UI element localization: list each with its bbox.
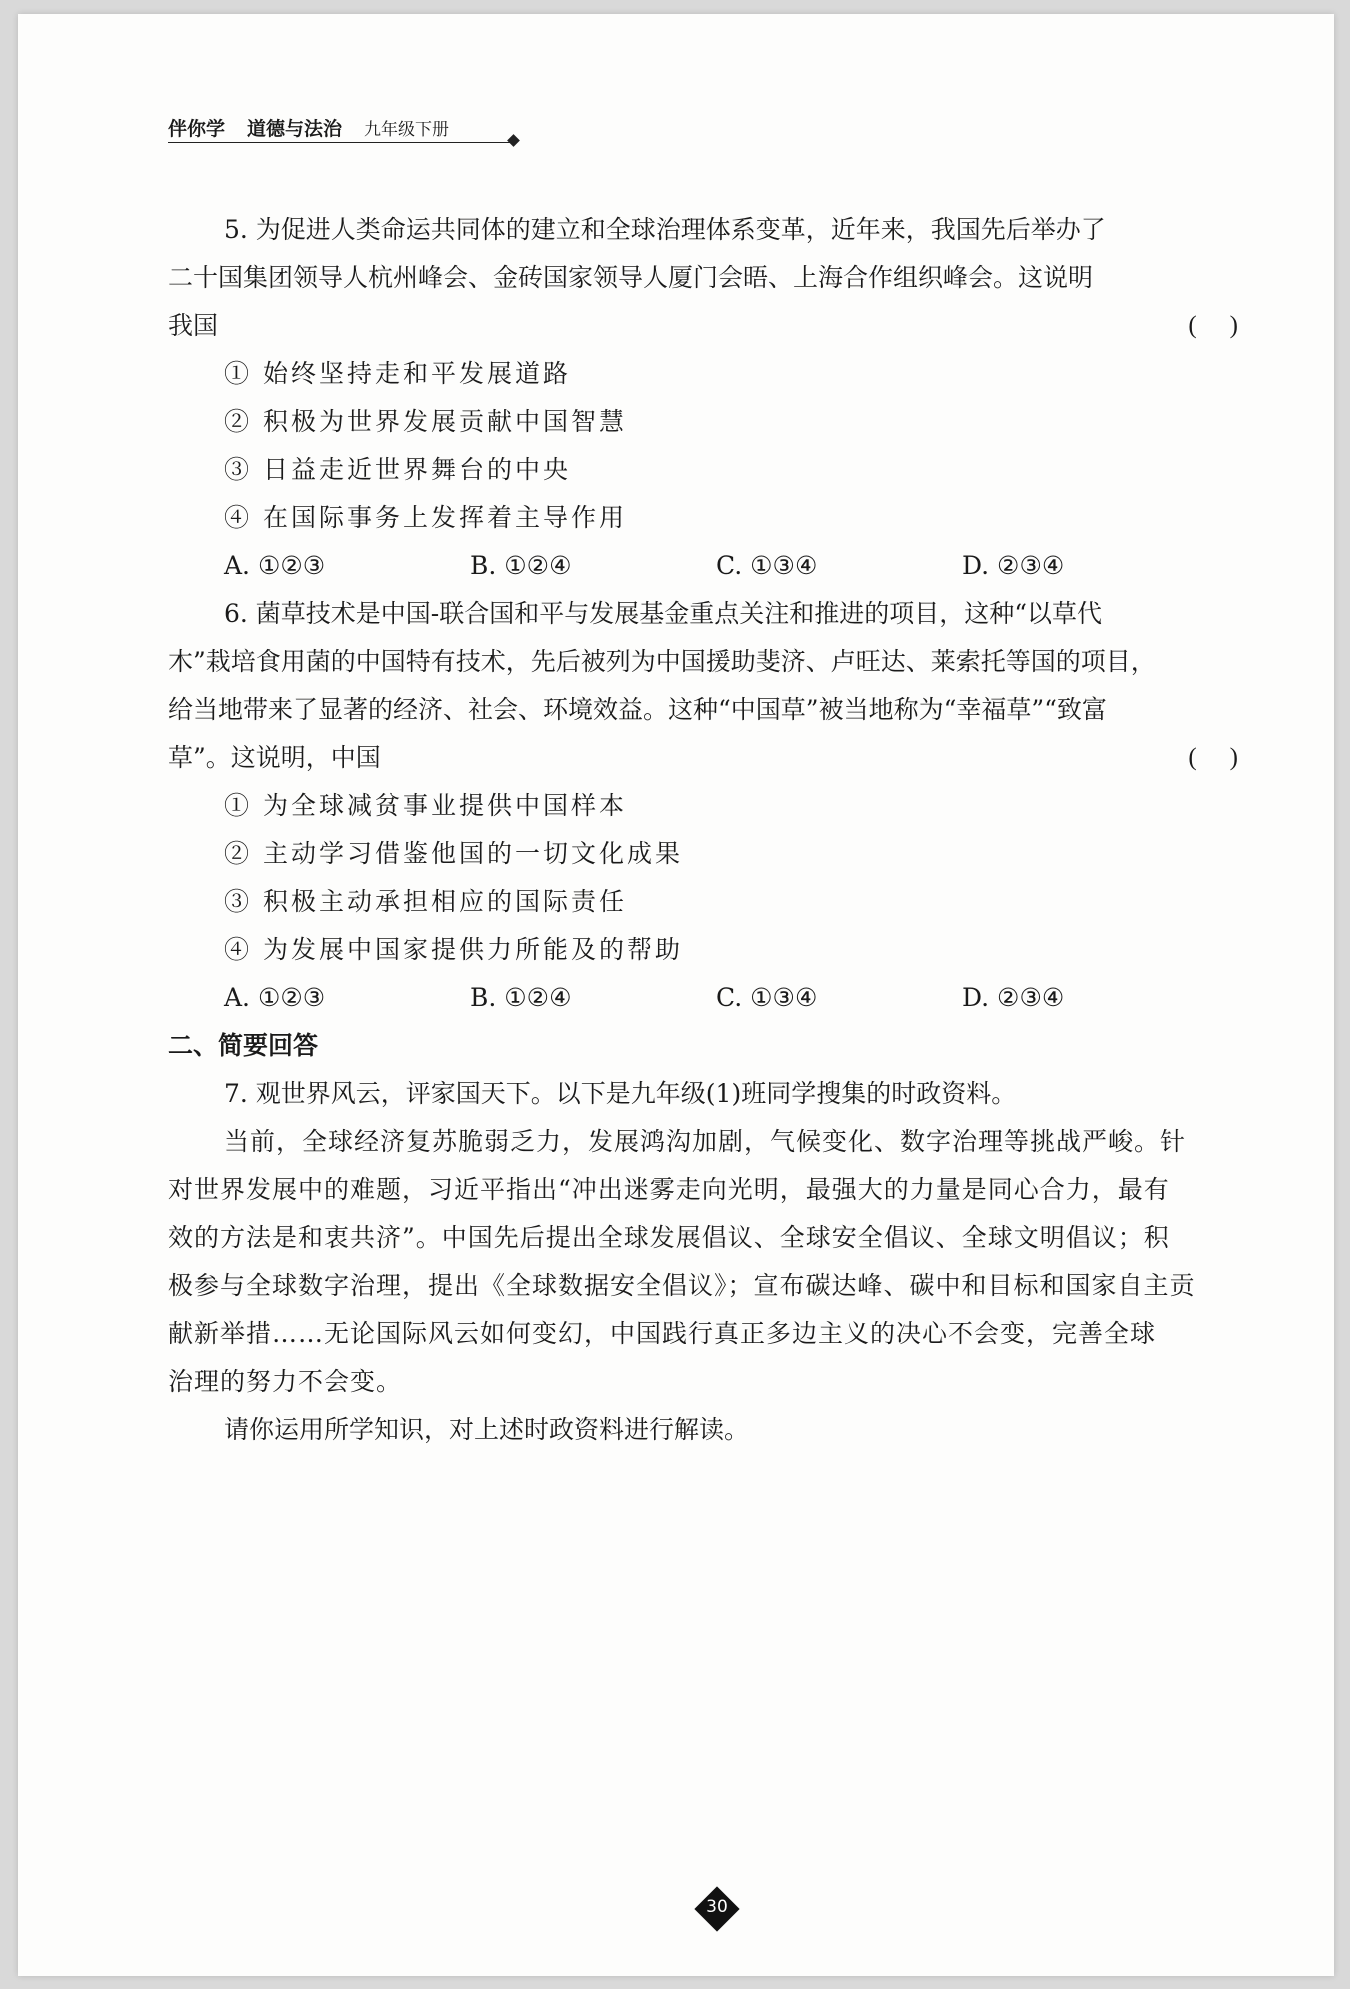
q5-choices [168, 542, 1250, 590]
q6-stem-line-last [168, 734, 1250, 782]
q5-choice-d: D. ②③④ [962, 551, 1065, 580]
q7-material-line: 献新举措……无论国际风云如何变幻，中国践行真正多边主义的决心不会变，完善全球 [168, 1319, 1157, 1348]
page-number: 30 [706, 1897, 728, 1917]
q6-option-1: ① 为全球减贫事业提供中国样本 [224, 791, 627, 820]
q6-option-3: ③ 积极主动承担相应的国际责任 [224, 887, 627, 916]
q6-choice-b: B. ①②④ [470, 983, 572, 1012]
q5-stem-line: 5. 为促进人类命运共同体的建立和全球治理体系变革，近年来，我国先后举办了 [224, 215, 1106, 244]
q5-choice-c: C. ①③④ [716, 551, 818, 580]
q5-option-1: ① 始终坚持走和平发展道路 [224, 359, 571, 388]
question-6 [168, 590, 1250, 1022]
q6-stem-line: 给当地带来了显著的经济、社会、环境效益。这种“中国草”被当地称为“幸福草”“致富 [168, 695, 1107, 724]
q6-option-2: ② 主动学习借鉴他国的一切文化成果 [224, 839, 683, 868]
q5-choice-a: A. ①②③ [224, 551, 326, 580]
q6-choice-a: A. ①②③ [224, 983, 326, 1012]
q6-choice-c: C. ①③④ [716, 983, 818, 1012]
q6-answer-blank: ( ) [1188, 744, 1242, 771]
q5-option-3: ③ 日益走近世界舞台的中央 [224, 455, 571, 484]
q5-stem-line: 二十国集团领导人杭州峰会、金砖国家领导人厦门会晤、上海合作组织峰会。这说明 [168, 263, 1094, 292]
q7-stem: 7. 观世界风云，评家国天下。以下是九年级(1)班同学搜集的时政资料。 [224, 1079, 1017, 1108]
q5-stem-line-last [168, 302, 1250, 350]
textbook-page [18, 14, 1334, 1976]
header-diamond-icon [507, 134, 520, 147]
q7-material-line: 对世界发展中的难题，习近平指出“冲出迷雾走向光明，最强大的力量是同心合力，最有 [168, 1175, 1170, 1204]
q6-stem-text: 草”。这说明，中国 [168, 743, 381, 772]
question-5 [168, 206, 1250, 590]
running-header [168, 114, 449, 141]
section-title: 二、简要回答 [168, 1031, 319, 1060]
q5-choice-b: B. ①②④ [470, 551, 572, 580]
q7-material-line: 效的方法是和衷共济”。中国先后提出全球发展倡议、全球安全倡议、全球文明倡议；积 [168, 1223, 1170, 1252]
header-subject: 道德与法治 [247, 118, 343, 140]
q5-option-4: ④ 在国际事务上发挥着主导作用 [224, 503, 627, 532]
q7-prompt: 请你运用所学知识，对上述时政资料进行解读。 [224, 1415, 750, 1444]
q5-stem-text: 我国 [168, 311, 219, 340]
header-series: 伴你学 [168, 118, 226, 140]
q6-option-4: ④ 为发展中国家提供力所能及的帮助 [224, 935, 683, 964]
q6-choices [168, 974, 1250, 1022]
q7-material-line: 极参与全球数字治理，提出《全球数据安全倡议》；宣布碳达峰、碳中和目标和国家自主贡 [168, 1271, 1196, 1300]
q6-stem-line: 6. 菌草技术是中国-联合国和平与发展基金重点关注和推进的项目，这种“以草代 [224, 599, 1103, 628]
header-rule [168, 142, 512, 143]
q6-stem-line: 木”栽培食用菌的中国特有技术，先后被列为中国援助斐济、卢旺达、莱索托等国的项目， [168, 647, 1156, 676]
page-content [168, 206, 1250, 1454]
page-number-badge [694, 1886, 740, 1932]
q7-material-line: 当前，全球经济复苏脆弱乏力，发展鸿沟加剧，气候变化、数字治理等挑战严峻。针 [224, 1127, 1187, 1156]
q7-material-line: 治理的努力不会变。 [168, 1367, 403, 1396]
question-7 [168, 1070, 1250, 1454]
header-grade: 九年级下册 [364, 120, 450, 140]
q5-option-2: ② 积极为世界发展贡献中国智慧 [224, 407, 627, 436]
q5-answer-blank: ( ) [1188, 312, 1242, 339]
q6-choice-d: D. ②③④ [962, 983, 1065, 1012]
